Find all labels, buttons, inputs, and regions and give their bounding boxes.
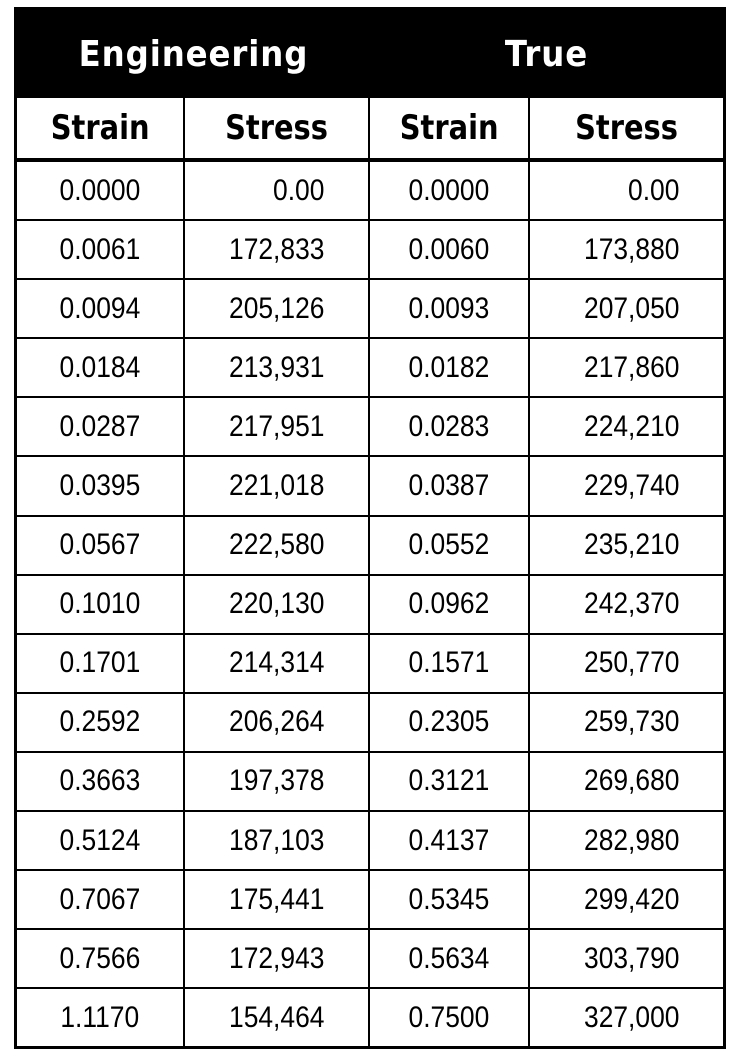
cell-true-stress	[529, 220, 723, 279]
cell-true-strain	[369, 338, 529, 397]
cell-true-strain	[369, 516, 529, 575]
cell-true-strain	[369, 397, 529, 456]
cell-true-strain	[369, 811, 529, 870]
cell-value: 172,943	[228, 941, 324, 975]
cell-value: 213,931	[228, 350, 324, 384]
cell-eng-stress	[184, 397, 369, 456]
cell-eng-stress	[184, 160, 369, 220]
cell-value: 0.00	[272, 173, 324, 207]
table-row	[17, 516, 723, 575]
cell-value: 0.0287	[59, 409, 141, 443]
cell-eng-stress	[184, 870, 369, 929]
table-row	[17, 752, 723, 811]
cell-true-stress	[529, 279, 723, 338]
cell-value: 0.5124	[59, 823, 141, 857]
cell-value: 0.0184	[59, 350, 141, 384]
cell-value: 175,441	[228, 882, 324, 916]
cell-value: 0.1701	[59, 646, 141, 680]
cell-value: 235,210	[583, 528, 679, 562]
cell-true-strain	[369, 456, 529, 515]
column-header-label: Strain	[50, 108, 150, 148]
cell-eng-strain	[17, 160, 184, 220]
cell-eng-strain	[17, 752, 184, 811]
cell-value: 217,860	[583, 350, 679, 384]
cell-value: 197,378	[228, 764, 324, 798]
cell-value: 0.0567	[59, 528, 141, 562]
table-body	[17, 160, 723, 1046]
table-row	[17, 870, 723, 929]
data-table	[17, 98, 723, 1046]
table-row	[17, 220, 723, 279]
cell-value: 299,420	[583, 882, 679, 916]
column-header-eng-strain	[17, 98, 184, 160]
cell-value: 327,000	[583, 1000, 679, 1034]
column-header-true-strain	[369, 98, 529, 160]
column-header-label: Stress	[225, 108, 328, 148]
cell-value: 173,880	[583, 232, 679, 266]
cell-value: 0.1571	[408, 646, 490, 680]
table-row	[17, 693, 723, 752]
cell-eng-stress	[184, 575, 369, 634]
cell-value: 0.7566	[59, 941, 141, 975]
cell-true-stress	[529, 752, 723, 811]
cell-eng-stress	[184, 752, 369, 811]
cell-eng-strain	[17, 279, 184, 338]
cell-value: 0.2592	[59, 705, 141, 739]
cell-value: 0.0094	[59, 291, 141, 325]
cell-true-strain	[369, 870, 529, 929]
group-header-engineering: Engineering	[78, 33, 309, 75]
table-row	[17, 575, 723, 634]
group-header-row	[17, 10, 723, 98]
cell-value: 1.1170	[60, 1000, 140, 1034]
cell-eng-strain	[17, 516, 184, 575]
cell-value: 207,050	[583, 291, 679, 325]
cell-value: 269,680	[583, 764, 679, 798]
cell-value: 0.0061	[59, 232, 141, 266]
cell-value: 206,264	[228, 705, 324, 739]
cell-true-stress	[529, 160, 723, 220]
table-row	[17, 634, 723, 693]
cell-true-stress	[529, 693, 723, 752]
cell-eng-stress	[184, 456, 369, 515]
cell-value: 0.7500	[408, 1000, 490, 1034]
cell-value: 229,740	[583, 469, 679, 503]
column-header-label: Stress	[575, 108, 678, 148]
cell-value: 259,730	[583, 705, 679, 739]
cell-true-strain	[369, 929, 529, 988]
cell-value: 0.0552	[408, 528, 490, 562]
table-row	[17, 929, 723, 988]
cell-eng-stress	[184, 693, 369, 752]
cell-eng-stress	[184, 220, 369, 279]
cell-true-strain	[369, 752, 529, 811]
cell-eng-strain	[17, 870, 184, 929]
cell-value: 0.3663	[59, 764, 141, 798]
table-row	[17, 988, 723, 1046]
cell-value: 214,314	[228, 646, 324, 680]
column-header-row	[17, 98, 723, 160]
stress-strain-table	[14, 7, 726, 1049]
cell-value: 0.0962	[408, 587, 490, 621]
cell-value: 222,580	[228, 528, 324, 562]
cell-value: 217,951	[228, 409, 324, 443]
cell-eng-stress	[184, 279, 369, 338]
cell-true-stress	[529, 456, 723, 515]
cell-value: 0.0000	[59, 173, 141, 207]
cell-true-strain	[369, 160, 529, 220]
cell-value: 0.5634	[408, 941, 490, 975]
cell-eng-stress	[184, 634, 369, 693]
cell-true-strain	[369, 634, 529, 693]
cell-eng-strain	[17, 988, 184, 1046]
cell-eng-stress	[184, 338, 369, 397]
cell-eng-stress	[184, 516, 369, 575]
cell-eng-strain	[17, 634, 184, 693]
table-row	[17, 456, 723, 515]
column-header-true-stress	[529, 98, 723, 160]
cell-true-strain	[369, 988, 529, 1046]
table-row	[17, 279, 723, 338]
table-row	[17, 397, 723, 456]
cell-true-stress	[529, 929, 723, 988]
cell-value: 0.4137	[408, 823, 490, 857]
cell-true-strain	[369, 279, 529, 338]
cell-eng-stress	[184, 929, 369, 988]
cell-value: 0.0093	[408, 291, 490, 325]
column-header-eng-stress	[184, 98, 369, 160]
cell-value: 0.0395	[59, 469, 141, 503]
cell-true-stress	[529, 575, 723, 634]
table-row	[17, 811, 723, 870]
cell-value: 0.3121	[408, 764, 490, 798]
cell-value: 224,210	[583, 409, 679, 443]
cell-value: 187,103	[228, 823, 324, 857]
cell-true-stress	[529, 634, 723, 693]
cell-eng-stress	[184, 988, 369, 1046]
group-header-true: True	[504, 33, 589, 75]
cell-true-strain	[369, 220, 529, 279]
cell-value: 0.0060	[408, 232, 490, 266]
cell-value: 221,018	[228, 469, 324, 503]
cell-eng-strain	[17, 693, 184, 752]
cell-true-stress	[529, 397, 723, 456]
cell-value: 0.0283	[408, 409, 490, 443]
cell-eng-strain	[17, 929, 184, 988]
cell-eng-strain	[17, 397, 184, 456]
cell-value: 0.0387	[408, 469, 490, 503]
cell-value: 250,770	[583, 646, 679, 680]
cell-true-stress	[529, 988, 723, 1046]
cell-value: 154,464	[228, 1000, 324, 1034]
cell-value: 242,370	[583, 587, 679, 621]
cell-value: 303,790	[583, 941, 679, 975]
cell-value: 172,833	[228, 232, 324, 266]
cell-true-stress	[529, 338, 723, 397]
cell-eng-stress	[184, 811, 369, 870]
cell-value: 0.0182	[408, 350, 490, 384]
cell-true-stress	[529, 870, 723, 929]
cell-value: 0.0000	[408, 173, 490, 207]
cell-value: 0.7067	[59, 882, 141, 916]
cell-value: 0.1010	[59, 587, 141, 621]
table-row	[17, 160, 723, 220]
cell-eng-strain	[17, 456, 184, 515]
cell-eng-strain	[17, 575, 184, 634]
cell-value: 0.00	[627, 173, 679, 207]
cell-true-stress	[529, 811, 723, 870]
table-row	[17, 338, 723, 397]
cell-value: 0.2305	[408, 705, 490, 739]
cell-value: 282,980	[583, 823, 679, 857]
column-header-label: Strain	[399, 108, 499, 148]
cell-value: 220,130	[228, 587, 324, 621]
cell-true-stress	[529, 516, 723, 575]
cell-value: 0.5345	[408, 882, 490, 916]
cell-eng-strain	[17, 338, 184, 397]
cell-true-strain	[369, 693, 529, 752]
cell-eng-strain	[17, 811, 184, 870]
cell-true-strain	[369, 575, 529, 634]
cell-eng-strain	[17, 220, 184, 279]
cell-value: 205,126	[228, 291, 324, 325]
